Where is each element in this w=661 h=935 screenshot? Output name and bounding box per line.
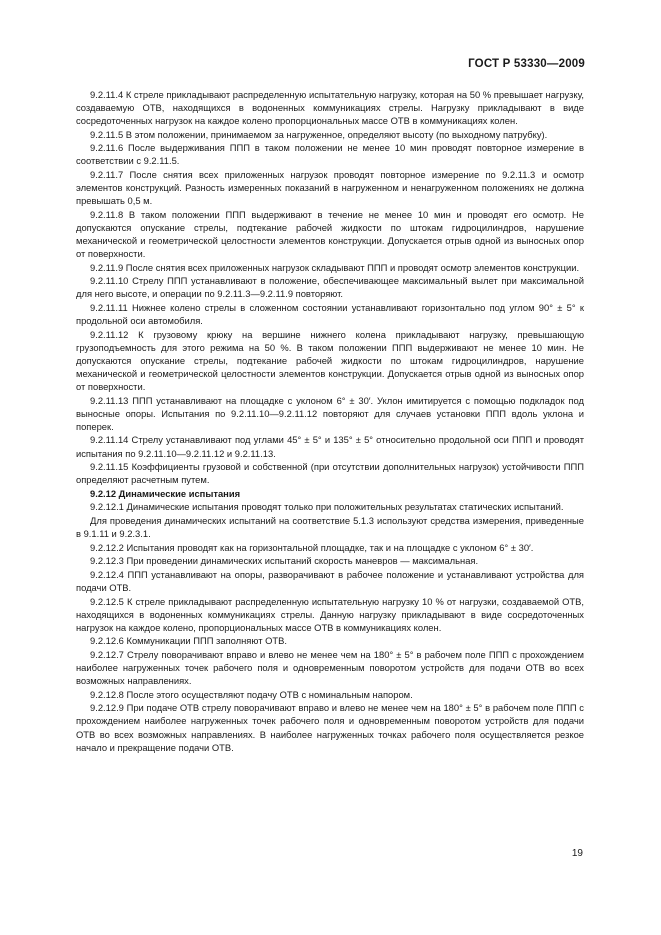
clause-9-2-11-8: 9.2.11.8 В таком положении ППП выдерживают в течение не менее 10 мин и проводят его осмотр. Не допускаются опускание стрелы, подтекание рабочей жидкости по штокам гидроцилиндров, нарушение механической и геометрической целостности элементов конструкции. Допускается отрыв одной из выносных опор от поверхности. xyxy=(76,208,584,260)
clause-9-2-12-5: 9.2.12.5 К стреле прикладывают распределенную испытательную нагрузку 10 % от нагрузки, создаваемой ОТВ, находящихся в водоненных коммуникациях стрелы. Данную нагрузку прикладывают в виде сосредоточенных нагрузок на каждое колено, пропорциональных массе ОТВ в коммуникациях колен. xyxy=(76,595,584,633)
clause-9-2-12-1-note: Для проведения динамических испытаний на соответствие 5.1.3 используют средства измерения, приведенные в 9.1.11 и 9.2.3.1. xyxy=(76,515,584,540)
page-number: 19 xyxy=(571,848,583,859)
clause-9-2-11-6: 9.2.11.6 После выдерживания ППП в таком положении не менее 10 мин проводят повторное измерение в соответствии с 9.2.11.5. xyxy=(76,142,584,167)
clause-9-2-12-3: 9.2.12.3 При проведении динамических испытаний скорость маневров — максимальная. xyxy=(90,555,479,567)
document-body xyxy=(76,88,584,754)
clause-9-2-12-2: 9.2.12.2 Испытания проводят как на горизонтальной площадке, так и на площадке с уклоном 6° ± 30′. xyxy=(90,541,534,553)
clause-9-2-11-13: 9.2.11.13 ППП устанавливают на площадке с уклоном 6° ± 30′. Уклон имитируется с помощью подкладок под выносные опоры. Испытания по 9.2.11.10—9.2.11.12 повторяют для случаев установки ППП вдоль уклона и поперек. xyxy=(76,394,584,432)
clause-9-2-12-7: 9.2.12.7 Стрелу поворачивают вправо и влево не менее чем на 180° ± 5° в рабочем поле ППП с прохождением наиболее нагруженных точек рабочего поля и одновременным поворотом устройств для подачи ОТВ во всех возможных направлениях. xyxy=(76,648,584,687)
clause-9-2-11-4: 9.2.11.4 К стреле прикладывают распределенную испытательную нагрузку, которая на 50 % превышает нагрузку, создаваемую ОТВ, находящихся в водоненных коммуникациях стрелы. Нагрузку прикладывают в виде сосредоточенных нагрузок на каждое колено пропорциональных массе ОТВ в коммуникациях колен. xyxy=(76,89,584,127)
clause-9-2-12-9: 9.2.12.9 При подаче ОТВ стрелу поворачивают вправо и влево не менее чем на 180° ± 5° в рабочем поле ППП с прохождением наиболее нагруженных точек рабочего поля и одновременным поворотом устройств для подачи ОТВ во всех возможных направлениях. В наиболее нагруженных точках рабочего поля осуществляется резкое начало и прекращение подачи ОТВ. xyxy=(76,702,584,753)
clause-9-2-12-1: 9.2.12.1 Динамические испытания проводят только при положительных результатах статических испытаний. xyxy=(90,501,564,513)
clause-9-2-11-14: 9.2.11.14 Стрелу устанавливают под углами 45° ± 5° и 135° ± 5° относительно продольной оси ППП и проводят испытания по 9.2.11.10—9.2.11.12 и 9.2.11.13. xyxy=(76,434,584,459)
clause-9-2-11-5: 9.2.11.5 В этом положении, принимаемом за нагруженное, определяют высоту (по выходному патрубку). xyxy=(90,128,548,140)
document-header: ГОСТ Р 53330—2009 xyxy=(468,58,585,70)
section-heading-9-2-12: 9.2.12 Динамические испытания xyxy=(90,487,241,499)
clause-9-2-12-8: 9.2.12.8 После этого осуществляют подачу ОТВ с номинальным напором. xyxy=(90,688,413,700)
clause-9-2-11-12: 9.2.11.12 К грузовому крюку на вершине нижнего колена прикладывают нагрузку, превышающую грузоподъемность для этого режима на 50 %. В таком положении ППП выдерживают не менее 10 мин. Не допускаются опускание стрелы, подтекание рабочей жидкости по штокам гидроцилиндров, нарушение механической и геометрической целостности элементов конструкции. Допускается отрыв одной из выносных опор от поверхности. xyxy=(76,328,584,393)
clause-9-2-11-15: 9.2.11.15 Коэффициенты грузовой и собственной (при отсутствии дополнительных нагрузок) устойчивости ППП определяют расчетным путем. xyxy=(76,461,584,486)
clause-9-2-12-4: 9.2.12.4 ППП устанавливают на опоры, разворачивают в рабочее положение и устанавливают устройства для подачи ОТВ. xyxy=(76,568,584,593)
clause-9-2-11-10: 9.2.11.10 Стрелу ППП устанавливают в положение, обеспечивающее максимальный вылет при максимальной для него высоте, и операции по 9.2.11.3—9.2.11.9 повторяют. xyxy=(76,275,584,300)
clause-9-2-11-11: 9.2.11.11 Нижнее колено стрелы в сложенном состоянии устанавливают горизонтально под углом 90° ± 5° к продольной оси автомобиля. xyxy=(76,302,584,327)
clause-9-2-11-9: 9.2.11.9 После снятия всех приложенных нагрузок складывают ППП и проводят осмотр элементов конструкции. xyxy=(90,261,580,273)
clause-9-2-11-7: 9.2.11.7 После снятия всех приложенных нагрузок проводят повторное измерение по 9.2.11.3 и осмотр элементов конструкций. Разность измеренных показаний в нагруженном и ненагруженном положениях не должна превышать 0,5 м. xyxy=(76,169,584,207)
clause-9-2-12-6: 9.2.12.6 Коммуникации ППП заполняют ОТВ. xyxy=(90,635,287,647)
